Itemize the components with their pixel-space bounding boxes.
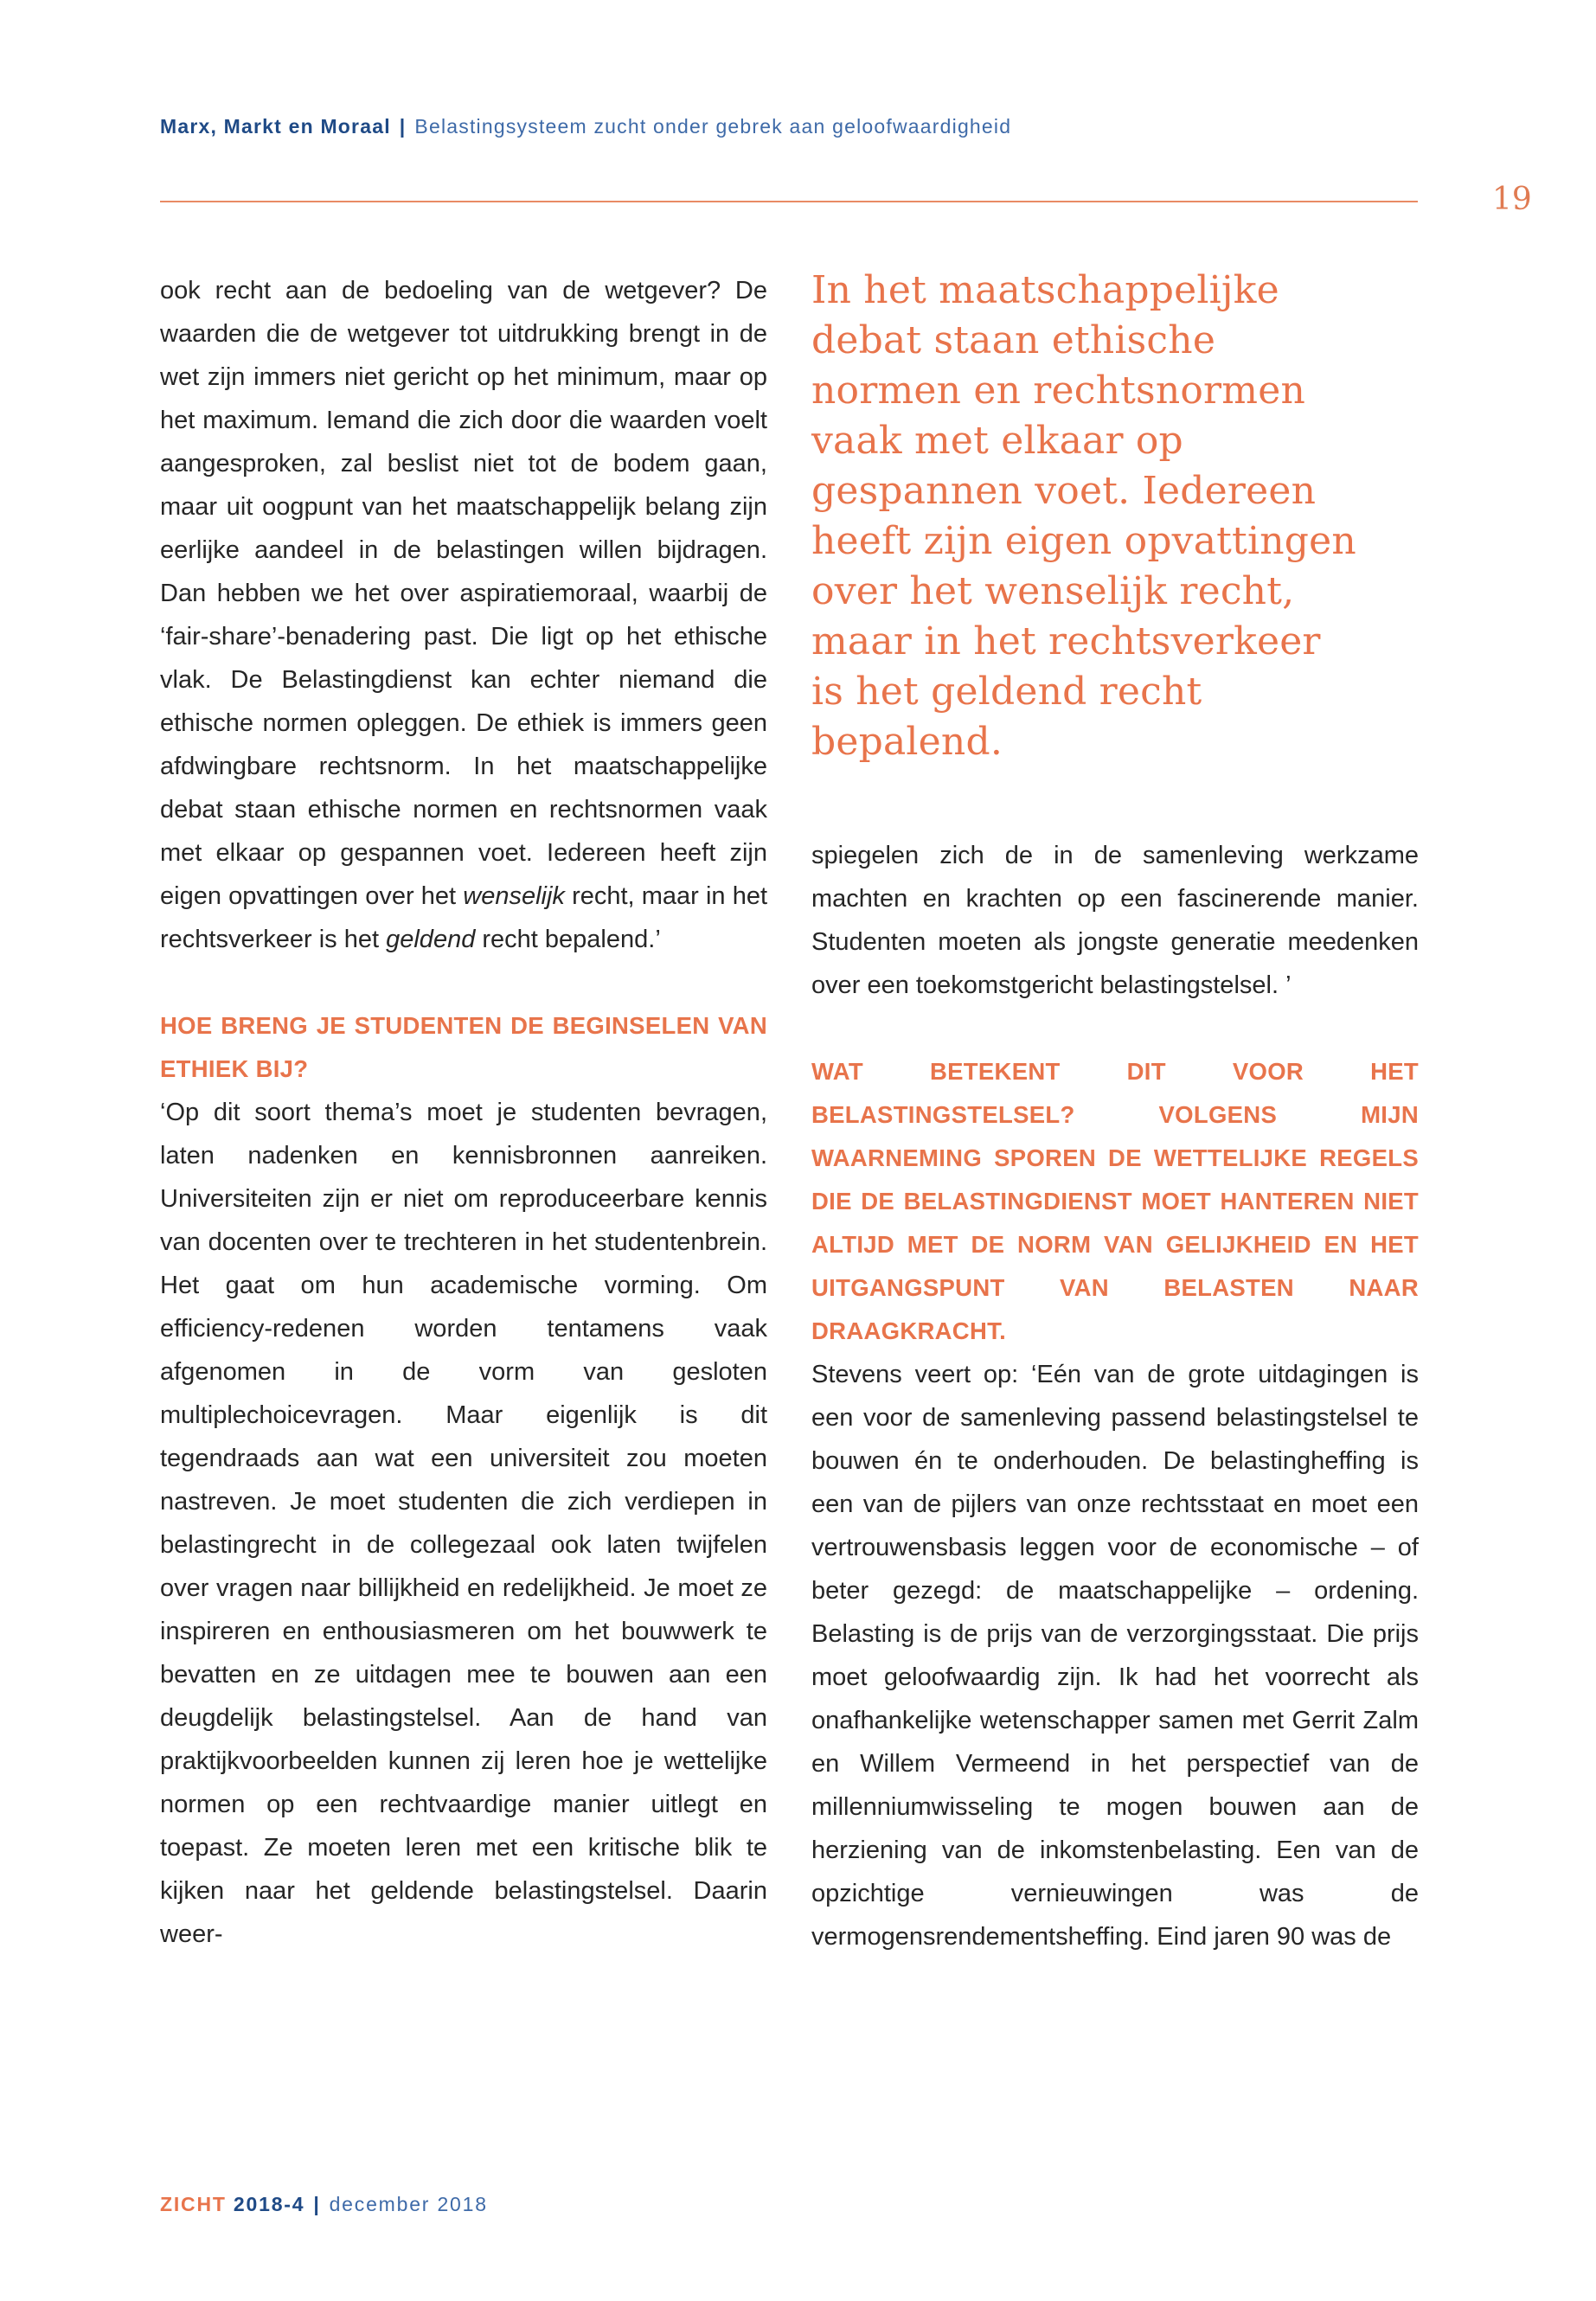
article-subtitle: Belastingsysteem zucht onder gebrek aan geloofwaardigheid bbox=[414, 115, 1012, 138]
pullquote-line: maar in het rechtsverkeer bbox=[811, 619, 1321, 663]
left-paragraph-1 bbox=[160, 269, 767, 961]
pullquote-line: is het geldend recht bbox=[811, 670, 1202, 714]
right-paragraph-2: Stevens veert op: ‘Eén van de grote uitdagingen is een voor de samenleving passend belastingstelsel te bouwen én te onderhouden. De belastingheffing is een van de pijlers van onze rechtsstaat en moet een vertrouwensbasis leggen voor de economische – of beter gezegd: de maatschappelijke – ordening. Belasting is de prijs van de verzorgingsstaat. Die prijs moet geloofwaardig zijn. Ik had het voorrecht als onafhankelijke wetenschapper samen met Gerrit Zalm en Willem Vermeend in het perspectief van de millenniumwisseling te mogen bouwen aan de herziening van de inkomstenbelasting. Een van de opzichtige vernieuwingen was de vermogensrendementsheffing. Eind jaren 90 was de bbox=[811, 1361, 1419, 1951]
footer bbox=[160, 2189, 488, 2220]
pullquote-block bbox=[811, 266, 1419, 767]
section-heading-ethiek: HOE BRENG JE STUDENTEN DE BEGINSELEN VAN ETHIEK BIJ? bbox=[160, 1012, 767, 1082]
paragraph-gap bbox=[160, 961, 767, 1004]
pullquote-line: heeft zijn eigen opvattingen bbox=[811, 519, 1356, 563]
emphasis-geldend: geldend bbox=[386, 926, 476, 953]
pullquote-line: debat staan ethische bbox=[811, 318, 1216, 362]
pullquote-line: In het maatschappelijke bbox=[811, 268, 1279, 312]
issue-date: december 2018 bbox=[329, 2193, 488, 2215]
left-column bbox=[160, 269, 767, 1956]
text-run: recht, maar in het rechtsverkeer is het bbox=[160, 882, 768, 953]
footer-separator: | bbox=[313, 2193, 321, 2215]
pullquote-full-text bbox=[811, 767, 812, 768]
header-separator: | bbox=[399, 115, 407, 138]
pullquote-line: gespannen voet. Iedereen bbox=[811, 469, 1317, 513]
text-run: ook recht aan de bedoeling van de wetgever? De waarden die de wetgever tot uitdrukking brengt in de wet zijn immers niet gericht op het minimum, maar op het maximum. Iemand die zich door die waarden voelt aangesproken, zal beslist niet tot de bodem gaan, maar uit oogpunt van het maatschappelijk belang zijn eerlijke aandeel in de belastingen willen bijdragen. Dan hebben we het over aspiratiemoraal, waarbij de ‘fair-share’-benadering past. Die ligt op het ethische vlak. De Belastingdienst kan echter niemand die ethische normen opleggen. De ethiek is immers geen afdwingbare rechtsnorm. In het maatschappelijke debat staan ethische normen en rechtsnormen vaak met elkaar op gespannen voet. Iedereen heeft zijn eigen opvattingen over het bbox=[160, 277, 767, 910]
pullquote-line: over het wenselijk recht, bbox=[811, 569, 1295, 613]
running-header bbox=[160, 111, 1414, 142]
series-title: Marx, Markt en Moraal bbox=[160, 115, 391, 138]
left-paragraph-2: ‘Op dit soort thema’s moet je studenten bevragen, laten nadenken en kennisbronnen aanreiken. Universiteiten zijn er niet om reproduceerbare kennis van docenten over te trechteren in het studentenbrein. Het gaat om hun academische vorming. Om efficiency-redenen worden tentamens vaak afgenomen in de vorm van gesloten multiplechoicevragen. Maar eigenlijk is dit tegendraads aan wat een universiteit zou moeten nastreven. Je moet studenten die zich verdiepen in belastingrecht in de collegezaal ook laten twijfelen over vragen naar billijkheid en redelijkheid. Je moet ze inspireren en enthousiasmeren om het bouwwerk te bevatten en ze uitdagen mee te bouwen aan een deugdelijk belastingstelsel. Aan de hand van praktijkvoorbeelden kunnen zij leren hoe je wettelijke normen op een rechtvaardige manier uitlegt en toepast. Ze moeten leren met een kritische blik te kijken naar het geldende belastingstelsel. Daarin weer- bbox=[160, 1099, 767, 1948]
pullquote-line: normen en rechtsnormen bbox=[811, 369, 1305, 413]
page-number: 19 bbox=[1492, 182, 1532, 217]
paragraph-gap bbox=[811, 1007, 1419, 1050]
header-rule bbox=[160, 201, 1418, 202]
text-run: recht bepalend.’ bbox=[475, 926, 661, 953]
pullquote-line: bepalend. bbox=[811, 720, 1003, 764]
right-column bbox=[811, 834, 1419, 1958]
emphasis-wenselijk: wenselijk bbox=[463, 882, 565, 910]
pullquote bbox=[811, 266, 1419, 767]
issue-number: 2018-4 bbox=[233, 2193, 305, 2215]
magazine-name: ZICHT bbox=[160, 2193, 227, 2215]
pullquote-line: vaak met elkaar op bbox=[811, 419, 1183, 463]
right-paragraph-1: spiegelen zich de in de samenleving werkzame machten en krachten op een fascinerende manier. Studenten moeten als jongste generatie meedenken over een toekomstgericht belastingstelsel. ’ bbox=[811, 842, 1419, 999]
section-heading-belastingstelsel: WAT BETEKENT DIT VOOR HET BELASTINGSTELSEL? VOLGENS MIJN WAARNEMING SPOREN DE WETTELIJKE REGELS DIE DE BELASTINGDIENST MOET HANTEREN NIET ALTIJD MET DE NORM VAN GELIJKHEID EN HET UITGANGSPUNT VAN BELASTEN NAAR DRAAGKRACHT. bbox=[811, 1058, 1419, 1344]
